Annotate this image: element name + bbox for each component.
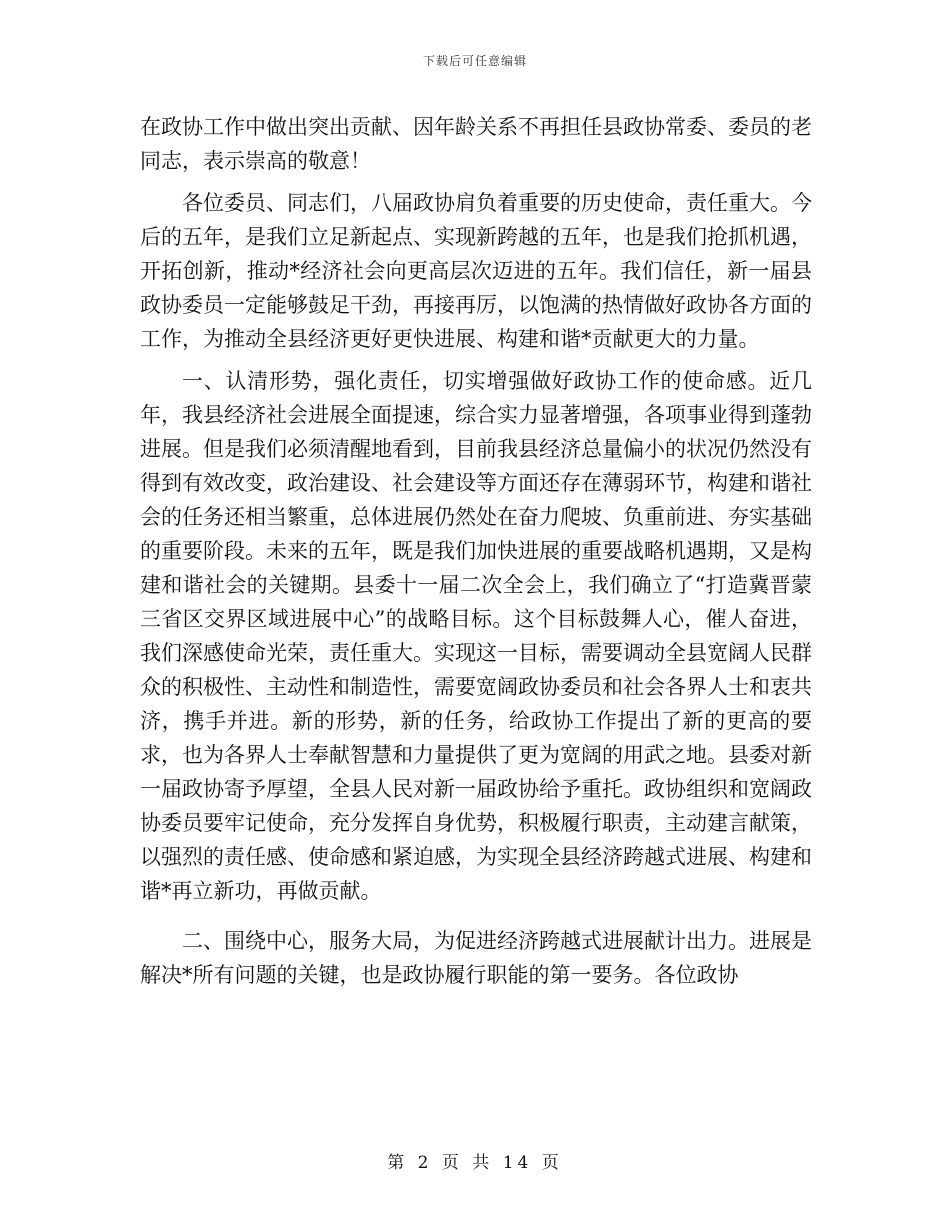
paragraph-1: 在政协工作中做出突出贡献、因年龄关系不再担任县政协常委、委员的老同志，表示崇高的敬意！ xyxy=(140,115,812,173)
page-footer: 第 2 页 共 14 页 xyxy=(387,1153,563,1173)
document-body xyxy=(140,110,812,992)
paragraph-3: 一、认清形势，强化责任，切实增强做好政协工作的使命感。近几年，我县经济社会进展全面提速，综合实力显著增强，各项事业得到蓬勃进展。但是我们必须清醒地看到，目前我县经济总量偏小的状况仍然没有得到有效改变，政治建设、社会建设等方面还存在薄弱环节，构建和谐社会的任务还相当繁重，总体进展仍然处在奋力爬坡、负重前进、夯实基础的重要阶段。未来的五年，既是我们加快进展的重要战略机遇期，又是构建和谐社会的关键期。县委十一届二次全会上，我们确立了“打造冀晋蒙三省区交界区域进展中心”的战略目标。这个目标鼓舞人心，催人奋进，我们深感使命光荣，责任重大。实现这一目标，需要调动全县宽阔人民群众的积极性、主动性和制造性，需要宽阔政协委员和社会各界人士和衷共济，携手并进。新的形势，新的任务，给政协工作提出了新的更高的要求，也为各界人士奉献智慧和力量提供了更为宽阔的用武之地。县委对新一届政协寄予厚望，全县人民对新一届政协给予重托。政协组织和宽阔政协委员要牢记使命，充分发挥自身优势，积极履行职责，主动建言献策，以强烈的责任感、使命感和紧迫感，为实现全县经济跨越式进展、构建和谐*再立新功，再做贡献。 xyxy=(140,369,812,903)
page-header: 下载后可任意编辑 xyxy=(422,54,527,68)
paragraph-2: 各位委员、同志们，八届政协肩负着重要的历史使命，责任重大。今后的五年，是我们立足新起点、实现新跨越的五年，也是我们抢抓机遇，开拓创新，推动*经济社会向更高层次迈进的五年。我们信任，新一届县政协委员一定能够鼓足干劲，再接再厉，以饱满的热情做好政协各方面的工作，为推动全县经济更好更快进展、构建和谐*贡献更大的力量。 xyxy=(140,191,812,351)
paragraph-4: 二、围绕中心，服务大局，为促进经济跨越式进展献计出力。进展是解决*所有问题的关键，也是政协履行职能的第一要务。各位政协 xyxy=(140,929,812,987)
